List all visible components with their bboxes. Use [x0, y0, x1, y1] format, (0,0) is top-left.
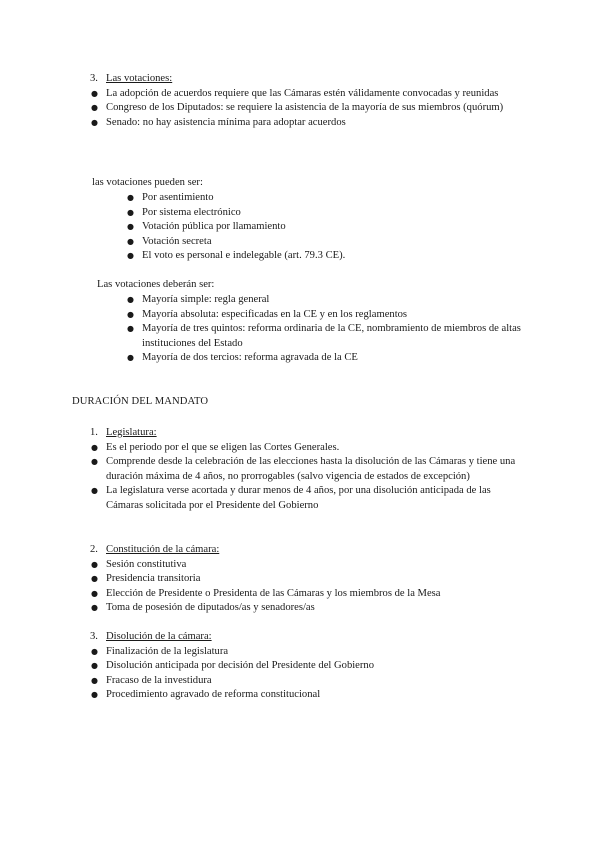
section-mayorias: [97, 278, 537, 293]
list-item: ● Mayoría de dos tercios: reforma agravada de la CE: [106, 351, 536, 366]
list-number: 2.: [90, 544, 98, 555]
list-item: ● Mayoría absoluta: especificadas en la CE y en los reglamentos: [106, 308, 536, 323]
section-heading-duracion: DURACIÓN DEL MANDATO: [72, 396, 209, 407]
intro-text: las votaciones pueden ser:: [92, 177, 203, 188]
list-item: ● Mayoría de tres quintos: reforma ordinaria de la CE, nombramiento de miembros de altas instituciones del Estado: [106, 322, 536, 351]
list-item: ● Es el periodo por el que se eligen las Cortes Generales.: [70, 441, 530, 456]
list-item: ● Por sistema electrónico: [106, 206, 536, 221]
list-item: ● Comprende desde la celebración de las elecciones hasta la disolución de las Cámaras y tiene una duración máxima de 4 años, no prorrogables (salvo vigencia de estados de excepción): [70, 455, 530, 484]
bullet-list-tipos: [106, 191, 536, 264]
list-item: ● Disolución anticipada por decisión del Presidente del Gobierno: [70, 659, 530, 674]
list-item: ● Toma de posesión de diputados/as y senadores/as: [70, 601, 530, 616]
list-item: ● Sesión constitutiva: [70, 558, 530, 573]
bullet-list-legislatura: [70, 441, 530, 514]
numbered-heading-votaciones: [70, 72, 530, 87]
list-number: 1.: [90, 427, 98, 438]
list-item: ● La legislatura verse acortada y durar menos de 4 años, por una disolución anticipada de las Cámaras solicitada por el Presidente del Gobierno: [70, 484, 530, 513]
list-item: ● Votación secreta: [106, 235, 536, 250]
section-title: Disolución de la cámara:: [106, 631, 212, 642]
list-item: ● Fracaso de la investidura: [70, 674, 530, 689]
bullet-list-disolucion: [70, 645, 530, 703]
section-constitucion: [70, 543, 530, 616]
list-item: ● Mayoría simple: regla general: [106, 293, 536, 308]
list-item: ● Votación pública por llamamiento: [106, 220, 536, 235]
list-item: ● Presidencia transitoria: [70, 572, 530, 587]
list-item: ● Finalización de la legislatura: [70, 645, 530, 660]
numbered-heading-constitucion: [70, 543, 530, 558]
bullet-list-constitucion: [70, 558, 530, 616]
section-tipos: [92, 176, 532, 191]
section-mayorias-list: [106, 293, 536, 366]
section-title: Legislatura:: [106, 427, 157, 438]
section-tipos-list: [106, 191, 536, 264]
list-item: ● Congreso de los Diputados: se requiere la asistencia de la mayoría de sus miembros (quórum): [70, 101, 530, 116]
list-number: 3.: [90, 73, 98, 84]
list-item: ● Procedimiento agravado de reforma constitucional: [70, 688, 530, 703]
section-votaciones: [70, 72, 530, 130]
bullet-list-mayorias: [106, 293, 536, 366]
section-legislatura: [70, 426, 530, 514]
list-item: ● Por asentimiento: [106, 191, 536, 206]
list-item: ● El voto es personal e indelegable (art. 79.3 CE).: [106, 249, 536, 264]
numbered-heading-disolucion: [70, 630, 530, 645]
numbered-heading-legislatura: [70, 426, 530, 441]
list-item: ● Senado: no hay asistencia mínima para adoptar acuerdos: [70, 116, 530, 131]
list-item: ● Elección de Presidente o Presidenta de las Cámaras y los miembros de la Mesa: [70, 587, 530, 602]
section-title: Las votaciones:: [106, 73, 173, 84]
list-number: 3.: [90, 631, 98, 642]
list-item: ● La adopción de acuerdos requiere que las Cámaras estén válidamente convocadas y reunidas: [70, 87, 530, 102]
intro-text: Las votaciones deberán ser:: [97, 279, 215, 290]
section-disolucion: [70, 630, 530, 703]
bullet-list-votaciones: [70, 87, 530, 131]
section-title: Constitución de la cámara:: [106, 544, 220, 555]
